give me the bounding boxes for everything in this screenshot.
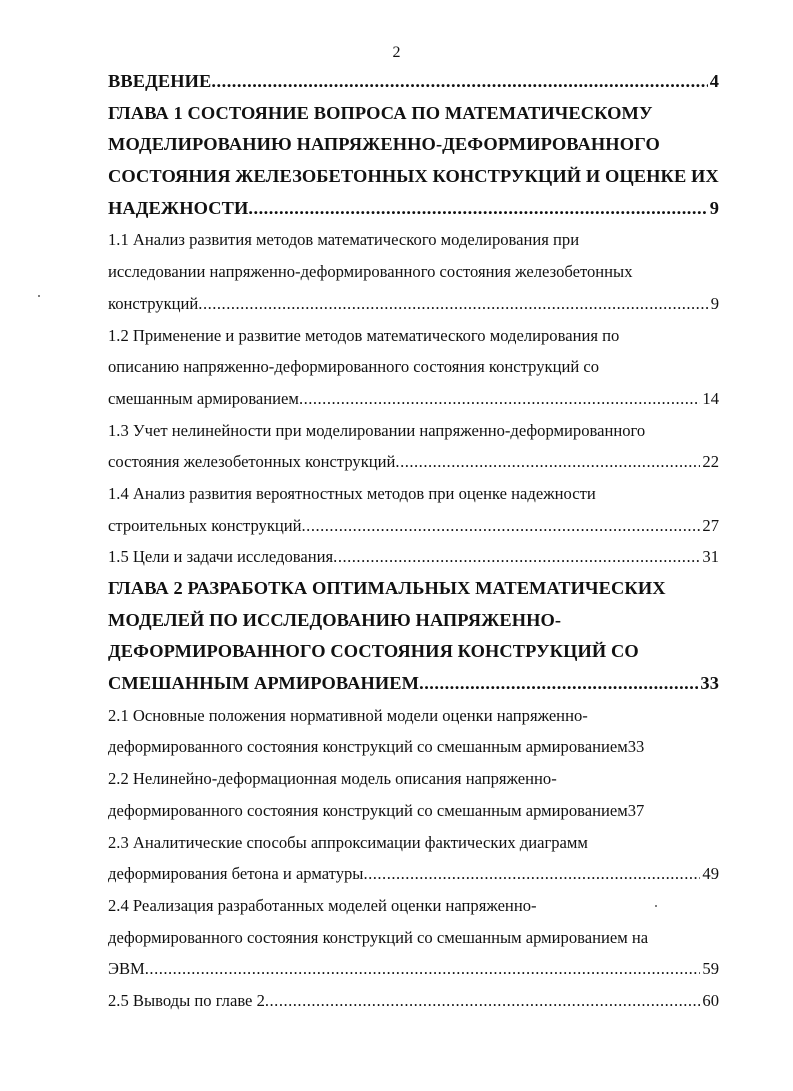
toc-entry-title-line: 2.4 Реализация разработанных моделей оценки напряженно- xyxy=(108,895,537,915)
dot-leader xyxy=(198,288,708,320)
toc-entry-title-line: 1.5 Цели и задачи исследования xyxy=(108,547,334,567)
table-of-contents xyxy=(108,66,719,1017)
toc-entry-title-line: 2.1 Основные положения нормативной модели оценки напряженно- xyxy=(108,705,588,725)
toc-chapter-entry xyxy=(108,573,719,700)
toc-entry-page-number: 9 xyxy=(709,197,719,218)
toc-entry-page-number: 27 xyxy=(702,515,719,535)
toc-entry-title-line: деформированного состояния конструкций со смешанным армированием на xyxy=(108,927,649,947)
toc-entry-leader-line xyxy=(108,541,719,573)
dot-leader xyxy=(265,985,701,1017)
toc-entry-page-number: 4 xyxy=(709,71,719,91)
toc-entry-title-line: СОСТОЯНИЯ ЖЕЛЕЗОБЕТОННЫХ КОНСТРУКЦИЙ И ОЦЕНКЕ ИХ xyxy=(108,166,719,187)
toc-entry-title-line: ГЛАВА 1 СОСТОЯНИЕ ВОПРОСА ПО МАТЕМАТИЧЕСКОМУ xyxy=(108,102,653,123)
toc-chapter-entry xyxy=(108,98,719,225)
toc-section-entry xyxy=(108,827,719,890)
toc-entry-page-number: 60 xyxy=(702,990,719,1010)
dot-leader xyxy=(302,510,701,542)
toc-chapter-entry xyxy=(108,66,719,98)
toc-entry-leader-line xyxy=(108,953,719,985)
toc-entry-page-number: 49 xyxy=(702,864,719,884)
toc-section-entry xyxy=(108,224,719,319)
toc-entry-leader-line xyxy=(108,985,719,1017)
toc-entry-title-line: 2.2 Нелинейно-деформационная модель описания напряженно- xyxy=(108,769,557,789)
toc-section-entry xyxy=(108,320,719,415)
dot-leader xyxy=(248,193,707,225)
toc-section-entry xyxy=(108,985,719,1017)
dot-leader xyxy=(145,953,701,985)
toc-entry-title-line: МОДЕЛЕЙ ПО ИССЛЕДОВАНИЮ НАПРЯЖЕННО- xyxy=(108,609,562,630)
toc-section-entry xyxy=(108,700,719,763)
dot-leader xyxy=(211,66,707,98)
toc-entry-leader-line xyxy=(108,66,719,98)
toc-entry-page-number: 9 xyxy=(710,293,719,313)
toc-entry-title-line: ГЛАВА 2 РАЗРАБОТКА ОПТИМАЛЬНЫХ МАТЕМАТИЧЕСКИХ xyxy=(108,578,666,598)
toc-entry-title-line: 1.3 Учет нелинейности при моделировании напряженно-деформированного xyxy=(108,420,646,440)
toc-entry-page-number: 31 xyxy=(702,547,719,567)
toc-entry-page-number: 33 xyxy=(700,673,719,694)
dot-leader xyxy=(363,858,700,890)
toc-entry-leader-line xyxy=(108,510,719,542)
toc-entry-title-line: ДЕФОРМИРОВАННОГО СОСТОЯНИЯ КОНСТРУКЦИЙ СО xyxy=(108,641,639,662)
toc-entry-page-number: 14 xyxy=(702,388,719,408)
toc-entry-title-line: строительных конструкций xyxy=(108,515,302,535)
toc-entry-leader-line xyxy=(108,193,719,225)
toc-entry-title-line: деформированного состояния конструкций со смешанным армированием33 xyxy=(108,737,645,757)
toc-entry-title-line: состояния железобетонных конструкций xyxy=(108,452,396,472)
toc-entry-leader-line xyxy=(108,668,719,700)
dot-leader xyxy=(333,541,700,573)
toc-entry-leader-line xyxy=(108,858,719,890)
toc-entry-page-number: 22 xyxy=(702,452,719,472)
toc-entry-page-number: 59 xyxy=(702,959,719,979)
toc-entry-title-line: описанию напряженно-деформированного состояния конструкций со xyxy=(108,357,600,377)
toc-entry-title-line: ЭВМ xyxy=(108,959,145,979)
toc-entry-title-line: МОДЕЛИРОВАНИЮ НАПРЯЖЕННО-ДЕФОРМИРОВАННОГО xyxy=(108,134,660,155)
scan-speck xyxy=(38,295,40,297)
toc-entry-title-line: СМЕШАННЫМ АРМИРОВАНИЕМ xyxy=(108,673,420,694)
toc-section-entry xyxy=(108,890,719,985)
toc-entry-title-line: исследовании напряженно-деформированного состояния железобетонных xyxy=(108,262,633,282)
toc-entry-title-line: деформирования бетона и арматуры xyxy=(108,864,364,884)
toc-entry-title-line: 2.3 Аналитические способы аппроксимации фактических диаграмм xyxy=(108,832,588,852)
toc-entry-title-line: 1.4 Анализ развития вероятностных методов при оценке надежности xyxy=(108,483,596,503)
toc-entry-title-line: 2.5 Выводы по главе 2 xyxy=(108,990,265,1010)
toc-entry-title-line: деформированного состояния конструкций со смешанным армированием37 xyxy=(108,800,645,820)
toc-entry-title-line: ВВЕДЕНИЕ xyxy=(108,71,212,91)
toc-section-entry xyxy=(108,541,719,573)
toc-entry-leader-line xyxy=(108,288,719,320)
toc-entry-title-line: НАДЕЖНОСТИ xyxy=(108,197,249,218)
dot-leader xyxy=(299,383,700,415)
toc-entry-leader-line xyxy=(108,383,719,415)
toc-entry-leader-line xyxy=(108,446,719,478)
page-number: 2 xyxy=(392,44,401,61)
toc-entry-title-line: 1.1 Анализ развития методов математического моделирования при xyxy=(108,230,580,250)
toc-entry-title-line: конструкций xyxy=(108,293,199,313)
dot-leader xyxy=(419,668,698,700)
toc-section-entry xyxy=(108,763,719,826)
dot-leader xyxy=(395,446,700,478)
toc-entry-title-line: смешанным армированием xyxy=(108,388,299,408)
toc-section-entry xyxy=(108,415,719,478)
scan-speck xyxy=(655,905,657,907)
toc-entry-title-line: 1.2 Применение и развитие методов математического моделирования по xyxy=(108,325,620,345)
toc-section-entry xyxy=(108,478,719,541)
